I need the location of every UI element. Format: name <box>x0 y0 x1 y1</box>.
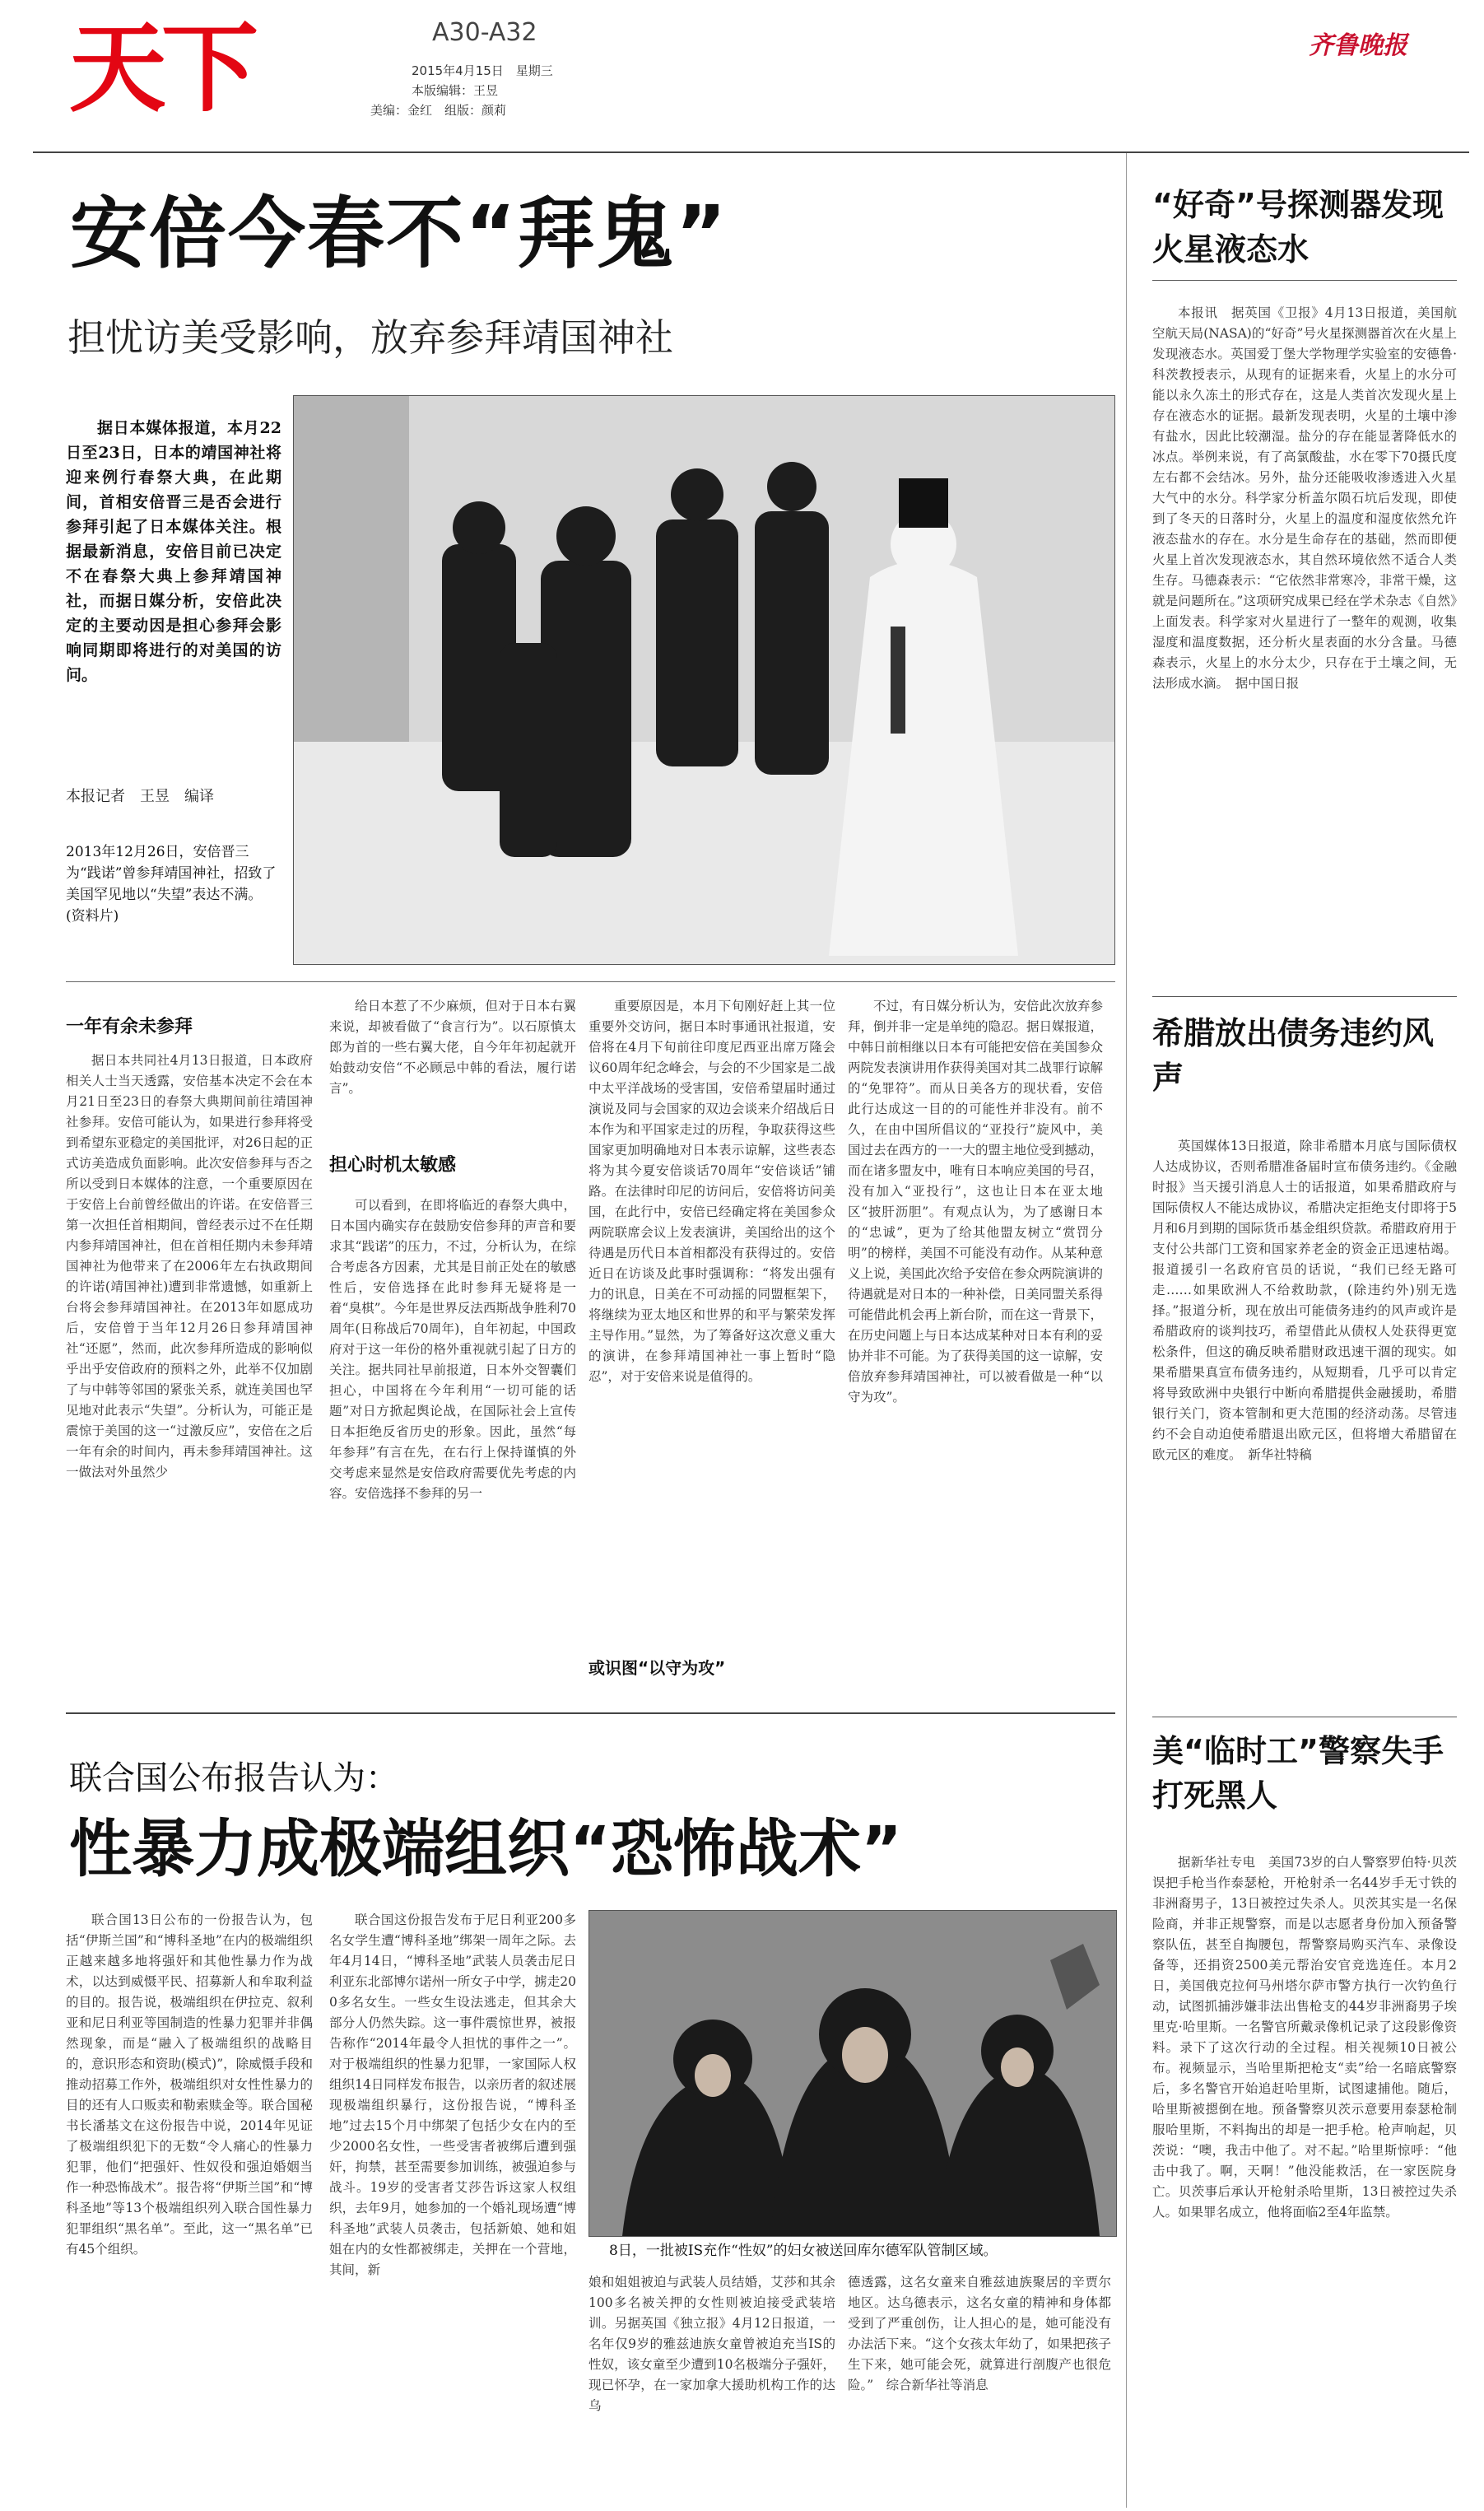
second-kicker: 联合国公布报告认为： <box>69 1759 398 1797</box>
page-editor: 本版编辑：王昱 <box>412 83 499 98</box>
sidebar-title-1: “好奇”号探测器发现火星液态水 <box>1152 187 1444 268</box>
page-range: A30-A32 <box>432 18 537 47</box>
section-logo: 天下 <box>69 12 254 125</box>
sidebar-rule-2 <box>1152 996 1457 997</box>
lead-photo-caption: 2013年12月26日，安倍晋三为“践诺”曾参拜靖国神社，招致了美国罕见地以“失望”表达不满。(资料片) <box>66 844 277 925</box>
sidebar-title-2: 希腊放出债务违约风声 <box>1152 1015 1435 1096</box>
sidebar-body-3: 据新华社专电 美国73岁的白人警察罗伯特·贝茨误把手枪当作泰瑟枪，开枪射杀一名44岁手无寸铁的非洲裔男子，13日被控过失杀人。贝茨其实是一名保险商，并非正规警察，而是以志愿者身份加入预备警察队伍，甚至自掏腰包，帮警察局购买汽车、录像设备等，还捐资2500美元帮治安官竞选连任。本月2日，美国俄克拉何马州塔尔萨市警方执行一次钓鱼行动，试图抓捕涉嫌非法出售枪支的44岁非洲裔男子埃里克·哈里斯。一名警官所戴录像机记录了这段影像资料。录下了这次行动的全过程。相关视频10日被公布。视频显示，当哈里斯把枪支“卖”给一名暗底警察后，多名警官开始追赶哈里斯，试图逮捕他。随后，哈里斯被摁倒在地。预备警察贝茨示意要用泰瑟枪制服哈里斯，不料掏出的却是一把手枪。枪声响起，贝茨说：“噢，我击中他了。对不起。”哈里斯惊呼：“他击中我了。啊，天啊！”他没能救活，在一家医院身亡。贝茨事后承认开枪射杀哈里斯，13日被控过失杀人。如果罪名成立，他将面临2至4年监禁。 <box>1152 1855 1457 2220</box>
second-col-3: 娘和姐姐被迫与武装人员结婚，艾莎和其余100多名被关押的女性则被迫接受武装培训。另据英国《独立报》4月12日报道，一名年仅9岁的雅兹迪族女童曾被迫充当IS的性奴，该女童至少遭到10名极端分子强奸，现已怀孕，在一家加拿大援助机构工作的达乌 <box>588 2275 835 2413</box>
sidebar-body-2: 英国媒体13日报道，除非希腊本月底与国际债权人达成协议，否则希腊准备届时宣布债务违约。《金融时报》当天援引消息人士的话报道，如果希腊政府与国际债权人不能达成协议，希腊决定拒绝支付即将于5月和6月到期的国际货币基金组织贷款。希腊政府用于支付公共部门工资和国家养老金的资金正迅速枯竭。报道援引一名政府官员的话说，“我们已经无路可走……如果欧洲人不给救助款，(除违约外)别无选择。”报道分析，现在放出可能债务违约的风声或许是希腊政府的谈判技巧，希望借此从债权人处获得更宽松条件，但这的确反映希腊财政迅速干涸的现实。如果希腊果真宣布债务违约，从短期看，几乎可以肯定将导致欧洲中央银行中断向希腊提供金融援助，希腊银行关门，资本管制和更大范围的经济动荡。尽管违约不会自动迫使希腊退出欧元区，但将增大希腊留在欧元区的难度。 新华社特稿 <box>1152 1139 1457 1462</box>
lead-headline: 安倍今春不“拜鬼” <box>70 189 728 279</box>
second-col-2: 联合国这份报告发布于尼日利亚200多名女学生遭“博科圣地”绑架一周年之际。去年4月14日，“博科圣地”武装人员袭击尼日利亚东北部博尔诺州一所女子中学，掳走200多名女生。一些女生设法逃走，但其余大部分人仍然失踪。这一事件震惊世界，被报告称作“2014年最令人担忧的事件之一”。对于极端组织的性暴力犯罪，一家国际人权组织14日同样发布报告，以亲历者的叙述展现极端组织暴行，这份报告说，“博科圣地”过去15个月中绑架了包括少女在内的至少2000名女性，一些受害者被绑后遭到强奸，拘禁，甚至需要参加训练，被强迫参与战斗。19岁的受害者艾莎告诉这家人权组织，去年9月，她参加的一个婚礼现场遭“博科圣地”武装人员袭击，包括新娘、她和姐姐在内的女性都被绑走，关押在一个营地，其间，新 <box>329 1912 576 2277</box>
lead-photo <box>293 395 1115 965</box>
lead-col-4: 不过，有日媒分析认为，安倍此次放弃参拜，倒并非一定是单纯的隐忍。据日媒报道，中韩日前相继以日本有可能把安倍在美国参众两院发表演讲用作获得美国对其二战罪行谅解的“免罪符”。而从日美各方的现状看，安倍此行达成这一目的的可能性并非没有。前不久，在由中国所倡议的“亚投行”旋风中，美国过去在西方的一一大的盟主地位受到撼动，而在诸多盟友中，唯有日本响应美国的号召，没有加入“亚投行”，这也让日本在亚太地区“披肝沥胆”。有观点认为，为了感谢日本的“忠诚”，更为了给其他盟友树立“赏罚分明”的榜样，美国不可能没有动作。从某种意义上说，美国此次给予安倍在参众两院演讲的待遇就是对日本的一种补偿，日美同盟关系得可能借此机会再上新台阶，而在这一背景下，在历史问题上与日本达成某种对日本有利的妥协并非不可能。为了获得美国的这一谅解，安倍放弃参拜靖国神社，可以被看做是一种“以守为攻”。 <box>848 999 1103 1405</box>
second-headline: 性暴力成极端组织“恐怖战术” <box>69 1812 902 1885</box>
lead-col-3: 重要原因是，本月下旬刚好赶上其一位重要外交访问，据日本时事通讯社报道，安倍将在4月下旬前往印度尼西亚出席万隆会议60周年纪念峰会，与会的不少国家是二战中太平洋战场的受害国，安倍希望届时通过演说及同与会国家的双边会谈来介绍战后日本作为和平国家走过的历程，争取获得这些国家更加明确地对日本表示谅解，这些表态将为其今夏安倍谈话70周年“安倍谈话”铺路。在法律时印尼的访问后，安倍将访问美国，在此行中，安倍已经确定将在美国参众两院联席会议上发表演讲，美国给出的这个待遇是历代日本首相都没有获得过的。安倍近日在访谈及此事时强调称：“将发出强有力的讯息，日美在不可动摇的同盟框架下，将继续为亚太地区和世界的和平与繁荣发挥主导作用。”显然，为了筹备好这次意义重大的演讲，在参拜靖国神社一事上暂时“隐忍”，对于安倍来说是值得的。 <box>588 999 835 1384</box>
issue-date: 2015年4月15日 星期三 <box>412 63 553 78</box>
lead-subhead: 担忧访美受影响，放弃参拜靖国神社 <box>67 315 673 360</box>
lead-col-1: 据日本共同社4月13日报道，日本政府相关人士当天透露，安倍基本决定不会在本月21日至23日的春祭大典期间前往靖国神社参拜。安倍可能认为，如果进行参拜将受到希望东亚稳定的美国批评，对26日起的正式访美造成负面影响。此次安倍参拜与否之所以受到日本媒体的注意，一个重要原因在于安倍上台前曾经做出的许诺。在安倍晋三第一次担任首相期间，曾经表示过不在任期内参拜靖国神社，但在首相任期内未参拜靖国神社为他带来了在2006年左右执政期间的许诺(靖国神社)遭到非常遗憾，如重新上台将会参拜靖国神社。在2013年如愿成功后，安倍曾于当年12月26日参拜靖国神社“还愿”，然而，此次参拜所造成的影响似乎出乎安倍政府的预料之外，此举不仅加剧了与中韩等邻国的紧张关系，就连美国也罕见地对此表示“失望”。分析认为，可能正是震惊于美国的这一“过激反应”，安倍在之后一年有余的时间内，再未参拜靖国神社。这一做法对外虽然少 <box>66 1053 313 1479</box>
paper-logo: 齐鲁晚报 <box>1309 31 1407 60</box>
lead-col-2b: 可以看到，在即将临近的春祭大典中，日本国内确实存在鼓励安倍参拜的声音和要求其“践诺”的压力，不过，分析认为，在综合考虑各方因素，尤其是目前正处在的敏感性后，安倍选择在此时参拜无疑将是一着“臭棋”。今年是世界反法西斯战争胜利70周年(日称战后70周年)，自年初起，中国政府对于这一年份的格外重视就引起了日方的关注。据共同社早前报道，日本外交智囊们担心，中国将在今年利用“一切可能的话题”对日方掀起舆论战，在国际社会上宣传日本拒绝反省历史的形象。因此，虽然“每年参拜”有言在先，在右行上保持谨慎的外交考虑来显然是安倍政府需要优先考虑的内容。安倍选择不参拜的另一 <box>329 1198 576 1501</box>
lead-intro: 据日本媒体报道，本月22日至23日，日本的靖国神社将迎来例行春祭大典，在此期间，首相安倍晋三是否会进行参拜引起了日本媒体关注。根据最新消息，安倍目前已决定不在春祭大典上参拜靖国神社，而据日媒分析，安倍此决定的主要动因是担心参拜会影响同期即将进行的对美国的访问。 <box>66 419 281 684</box>
sidebar-rule-1 <box>1152 280 1457 281</box>
sidebar-divider <box>1126 153 1127 2508</box>
lead-body-rule <box>66 981 1115 982</box>
see-also-link[interactable]: 或识图“以守为攻” <box>588 1658 726 1678</box>
lead-byline: 本报记者 王昱 编译 <box>66 788 214 805</box>
second-story-rule <box>66 1712 1115 1714</box>
sidebar-body-1: 本报讯 据英国《卫报》4月13日报道，美国航空航天局(NASA)的“好奇”号火星探测器首次在火星上发现液态水。英国爱丁堡大学物理学实验室的安德鲁·科茨教授表示，从现有的证据来看，火星上的水分可能以永久冻土的形式存在，这是人类首次发现火星上存在液态水的证据。最新发现表明，火星的土壤中渗有盐水，因此比较潮湿。盐分的存在能显著降低水的冰点。举例来说，有了高氯酸盐，水在零下70摄氏度左右都不会结冰。另外，盐分还能吸收渗透进入火星大气中的水分。科学家分析盖尔陨石坑后发现，即使到了冬天的日落时分，火星上的温度和湿度依然允许液态盐水的存在。水分是生命存在的基础，然而即便火星上首次发现液态水，其自然环境依然不适合人类生存。马德森表示：“它依然非常寒冷，非常干燥，这就是问题所在。”这项研究成果已经在学术杂志《自然》上面发表。科学家对火星进行了一整年的观测，收集湿度和温度数据，还分析火星表面的水分含量。马德森表示，火星上的水分太少，只存在于土壤之间，无法形成水滴。 据中国日报 <box>1152 305 1457 691</box>
second-photo-caption: 8日，一批被IS充作“性奴”的妇女被送回库尔德军队管制区域。 <box>609 2243 998 2259</box>
second-photo-art <box>589 1911 1116 2236</box>
lead-col-2a: 给日本惹了不少麻烦，但对于日本右翼来说，却被看做了“食言行为”。以石原慎太郎为首的一些右翼大佬，自今年年初起就开始鼓动安倍“不必顾忌中韩的看法，履行诺言”。 <box>329 999 576 1096</box>
sidebar-title-3: 美“临时工”警察失手打死黑人 <box>1152 1733 1444 1814</box>
lead-subhead-2: 担心时机太敏感 <box>329 1155 457 1176</box>
page-design: 美编：金红 组版：颜莉 <box>370 103 507 118</box>
second-col-4: 德透露，这名女童来自雅兹迪族聚居的辛贾尔地区。达乌德表示，这名女童的精神和身体都受到了严重创伤，让人担心的是，她可能没有办法活下来。“这个女孩太年幼了，如果把孩子生下来，她可能会死，就算进行剖腹产也很危险。” 综合新华社等消息 <box>848 2275 1111 2392</box>
lead-subhead-1: 一年有余未参拜 <box>66 1017 193 1037</box>
masthead-rule <box>33 151 1469 153</box>
second-photo <box>588 1910 1117 2237</box>
second-col-1: 联合国13日公布的一份报告认为，包括“伊斯兰国”和“博科圣地”在内的极端组织正越来越多地将强奸和其他性暴力作为战术，以达到威慑平民、招募新人和牟取利益的目的。报告说，极端组织在伊拉克、叙利亚和尼日利亚等国制造的性暴力犯罪并非偶然现象，而是“融入了极端组织的战略目的，意识形态和资助(模式)”，除威慑手段和推动招募工作外，极端组织对女性性暴力的目的还有人口贩卖和勒索赎金等。联合国秘书长潘基文在这份报告中说，2014年见证了极端组织犯下的无数“令人痛心的性暴力犯罪，他们“把强奸、性奴役和强迫婚姻当作一种恐怖战术”。报告将“伊斯兰国”和“博科圣地”等13个极端组织列入联合国性暴力犯罪组织“黑名单”。至此，这一“黑名单”已有45个组织。 <box>66 1912 313 2257</box>
lead-photo-art <box>294 396 1114 964</box>
